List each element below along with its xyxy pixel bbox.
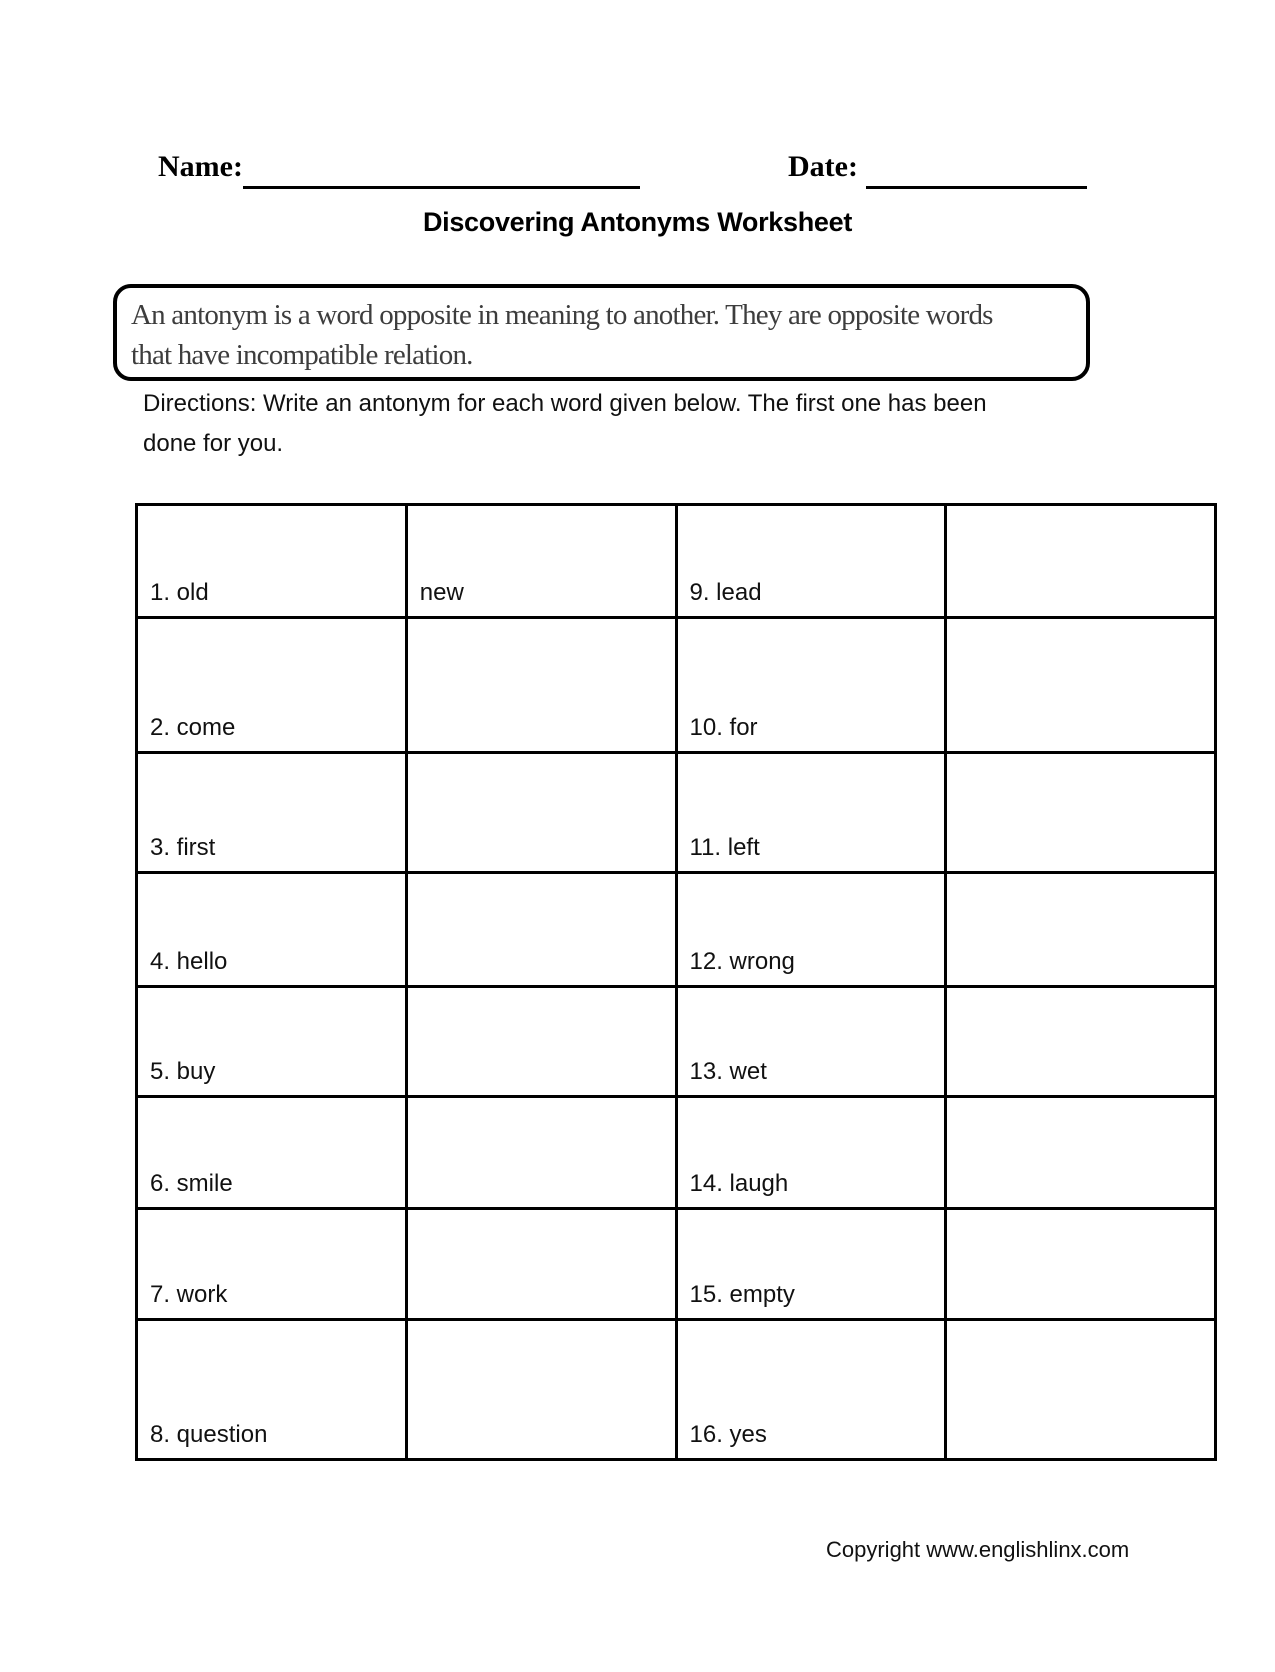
answer-cell[interactable]	[406, 987, 676, 1097]
table-row	[137, 1097, 1216, 1209]
word-cell: 16. yes	[676, 1320, 946, 1460]
directions-text	[143, 384, 1143, 464]
answer-cell[interactable]	[946, 618, 1216, 753]
date-label: Date:	[788, 150, 858, 183]
word-cell: 2. come	[137, 618, 407, 753]
word-cell: 7. work	[137, 1209, 407, 1320]
answer-cell[interactable]	[406, 753, 676, 873]
word-cell: 10. for	[676, 618, 946, 753]
copyright-text: Copyright www.englishlinx.com	[826, 1537, 1130, 1562]
answer-cell[interactable]	[406, 618, 676, 753]
word-cell: 1. old	[137, 505, 407, 618]
answer-cell[interactable]	[946, 505, 1216, 618]
word-cell: 3. first	[137, 753, 407, 873]
answer-cell[interactable]	[406, 873, 676, 987]
word-cell: 4. hello	[137, 873, 407, 987]
word-cell: 11. left	[676, 753, 946, 873]
answer-cell[interactable]	[946, 1097, 1216, 1209]
table-row	[137, 1209, 1216, 1320]
word-cell: 6. smile	[137, 1097, 407, 1209]
word-cell: 8. question	[137, 1320, 407, 1460]
name-label: Name:	[158, 150, 243, 183]
word-cell: 14. laugh	[676, 1097, 946, 1209]
answer-cell[interactable]	[406, 1320, 676, 1460]
date-fill-in-line[interactable]	[866, 186, 1087, 189]
definition-box	[113, 284, 1090, 381]
table-row	[137, 618, 1216, 753]
word-cell: 13. wet	[676, 987, 946, 1097]
answer-cell[interactable]	[406, 1097, 676, 1209]
answer-cell[interactable]	[406, 1209, 676, 1320]
directions-line-2: done for you.	[143, 430, 284, 457]
answer-cell[interactable]: new	[406, 505, 676, 618]
answer-cell[interactable]	[946, 1320, 1216, 1460]
answer-cell[interactable]	[946, 873, 1216, 987]
word-cell: 15. empty	[676, 1209, 946, 1320]
antonyms-table	[135, 503, 1217, 1461]
page-title: Discovering Antonyms Worksheet	[422, 207, 853, 237]
definition-line-1: An antonym is a word opposite in meaning to another. They are opposite words	[131, 299, 993, 331]
table-row	[137, 1320, 1216, 1460]
answer-cell[interactable]	[946, 987, 1216, 1097]
word-cell: 5. buy	[137, 987, 407, 1097]
answer-cell[interactable]	[946, 753, 1216, 873]
table-row	[137, 505, 1216, 618]
directions-line-1: Directions: Write an antonym for each word given below. The first one has been	[143, 390, 987, 417]
table-row	[137, 873, 1216, 987]
definition-line-2: that have incompatible relation.	[131, 339, 473, 371]
table-row	[137, 753, 1216, 873]
table-row	[137, 987, 1216, 1097]
answer-cell[interactable]	[946, 1209, 1216, 1320]
name-fill-in-line[interactable]	[243, 186, 640, 189]
word-cell: 9. lead	[676, 505, 946, 618]
word-cell: 12. wrong	[676, 873, 946, 987]
